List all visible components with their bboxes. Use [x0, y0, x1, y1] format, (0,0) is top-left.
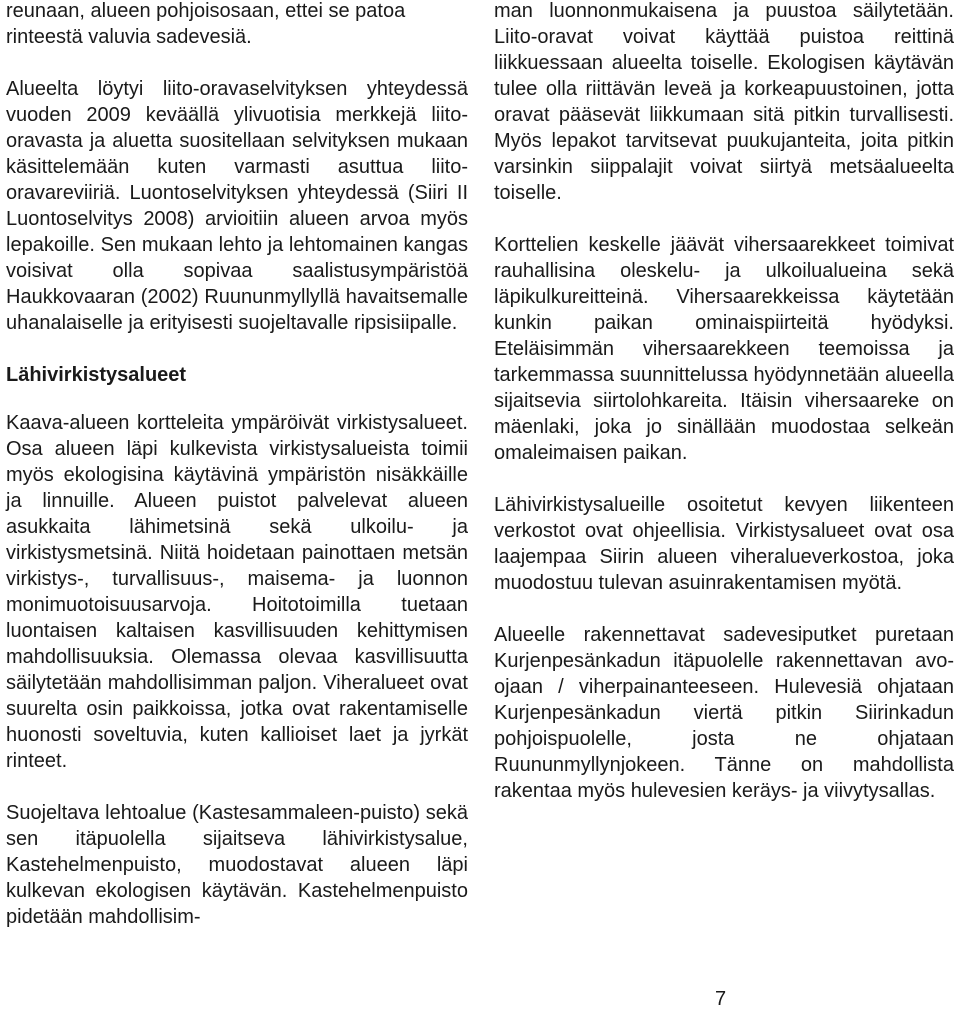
paragraph-left-1: reunaan, alueen pohjoisosaan, ettei se patoa rinteestä valuvia sadevesiä.	[6, 0, 406, 48]
paragraph-left-3: Kaava-alueen kortteleita ympäröivät virkistysalueet. Osa alueen läpi kulkevista virkistysalueista toimii myös ekologisina käytävinä ympäristön nisäkkäille ja linnuille. Alueen puistot palvelevat alueen asukkaita lähimetsinä sekä ulkoilu- ja virkistysmetsinä. Niitä hoidetaan painottaen metsän virkistys-, turvallisuus-, maisema- ja luonnon monimuotoisuusarvoja. Hoitotoimilla tuetaan luontaisen kaltaisen kasvillisuuden kehittymisen mahdollisuuksia. Olemassa olevaa kasvillisuutta säilytetään mahdollisimman paljon. Viheralueet ovat suurelta osin paikkoissa, jotka ovat rakentamiselle huonosti soveltuvia, kuten kallioiset laet ja jyrkät rinteet.	[6, 412, 468, 772]
paragraph-left-2: Alueelta löytyi liito-oravaselvityksen yhteydessä vuoden 2009 keväällä ylivuotisia merkkejä liito-oravasta ja aluetta suositellaan selvityksen mukaan käsittelemään kuten varmasti asuttua liito-oravareviiriä. Luontoselvityksen yhteydessä (Siiri II Luontoselvitys 2008) arvioitiin alueen arvoa myös lepakoille. Sen mukaan lehto ja lehtomainen kangas voisivat olla sopivaa saalistusympäristöä Haukkovaaran (2002) Ruununmyllyllä havaitsemalle uhanalaiselle ja erityisesti suojeltavalle ripsisiipalle.	[6, 78, 468, 334]
right-column	[494, 0, 954, 830]
paragraph-right-1: man luonnonmukaisena ja puustoa säilytetään. Liito-oravat voivat käyttää puistoa reittinä liikkuessaan alueelta toiselle. Ekologisen käytävän tulee olla riittävän leveä ja korkeapuustoinen, jotta oravat pääsevät liikkumaan sitä pitkin turvallisesti. Myös lepakot tarvitsevat puukujanteita, joita pitkin varsinkin siippalajit voivat siirtyä metsäalueelta toiselle.	[494, 0, 954, 204]
paragraph-left-4: Suojeltava lehtoalue (Kastesammaleen-puisto) sekä sen itäpuolella sijaitseva lähivirkistysalue, Kastehelmenpuisto, muodostavat alueen läpi kulkevan ekologisen käytävän. Kastehelmenpuisto pidetään mahdollisim-	[6, 802, 468, 928]
paragraph-right-3: Lähivirkistysalueille osoitetut kevyen liikenteen verkostot ovat ohjeellisia. Virkistysalueet ovat osa laajempaa Siirin alueen viheralueverkostoa, joka muodostuu tulevan asuinrakentamisen myötä.	[494, 494, 954, 594]
paragraph-right-4: Alueelle rakennettavat sadevesiputket puretaan Kurjenpesänkadun itäpuolelle rakennettavan avo-ojaan / viherpainanteeseen. Hulevesiä ohjataan Kurjenpesänkadun viertä pitkin Siirinkadun pohjoispuolelle, josta ne ohjataan Ruununmyllynjokeen. Tänne on mahdollista rakentaa myös hulevesien keräys- ja viivytysallas.	[494, 624, 954, 802]
left-column	[6, 0, 468, 956]
page-number: 7	[715, 988, 727, 1010]
paragraph-right-2: Korttelien keskelle jäävät vihersaarekkeet toimivat rauhallisina oleskelu- ja ulkoilualueina sekä läpikulkureitteinä. Vihersaarekkeissa käytetään kunkin paikan ominaispiirteitä hyödyksi. Eteläisimmän vihersaarekkeen teemoissa ja tarkemmassa suunnittelussa hyödynnetään alueella sijaitsevia siirtolohkareita. Itäisin vihersaareke on mäenlaki, joka jo sinällään muodostaa selkeän omaleimaisen paikan.	[494, 234, 954, 464]
section-heading: Lähivirkistysalueet	[6, 364, 187, 386]
